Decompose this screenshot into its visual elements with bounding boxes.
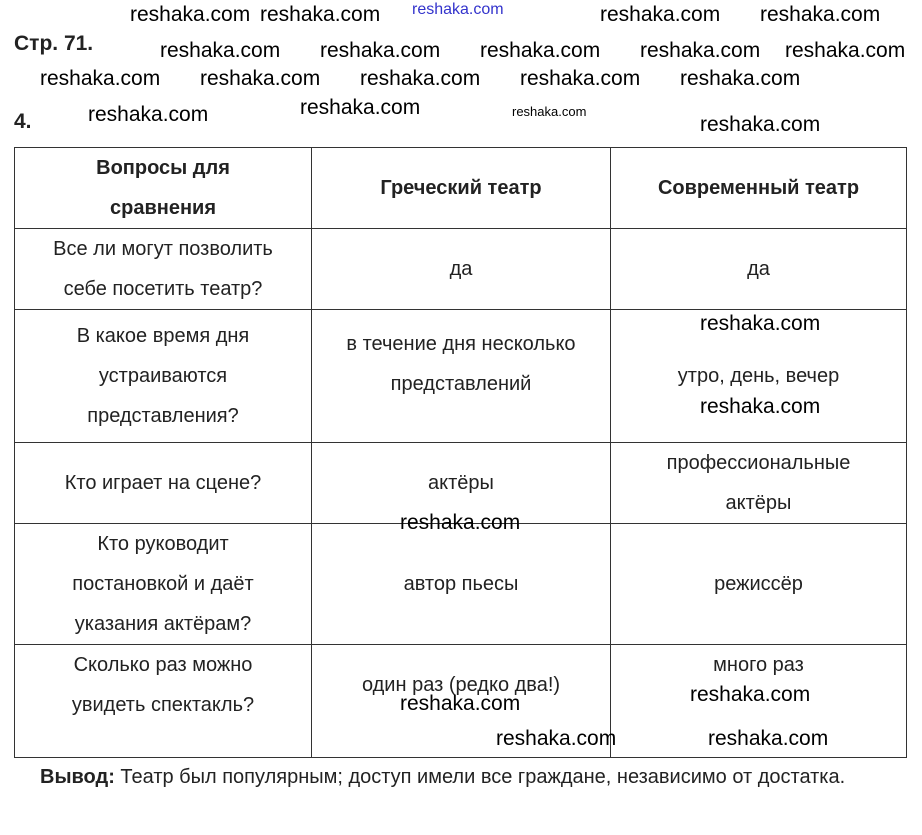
- question-cell: [15, 310, 312, 443]
- header-modern: [611, 148, 907, 229]
- conclusion-label: Вывод:: [40, 766, 115, 788]
- cell-text: да: [449, 258, 473, 280]
- watermark: reshaka.com: [160, 39, 281, 62]
- watermark: reshaka.com: [700, 113, 821, 136]
- watermark: reshaka.com: [640, 39, 761, 62]
- conclusion: [14, 757, 906, 797]
- watermark: reshaka.com: [400, 511, 521, 534]
- cell-text: постановкой и даёт: [72, 573, 254, 595]
- cell-text: Кто играет на сцене?: [64, 472, 262, 494]
- cell-text: утро, день, вечер: [677, 365, 840, 387]
- question-cell: [15, 645, 312, 758]
- task-number: 4.: [14, 110, 32, 133]
- watermark: reshaka.com: [690, 683, 811, 706]
- table-row: [15, 524, 907, 645]
- watermark: reshaka.com: [400, 692, 521, 715]
- watermark: reshaka.com: [512, 104, 587, 119]
- watermark: reshaka.com: [680, 67, 801, 90]
- watermark: reshaka.com: [700, 395, 821, 418]
- cell-text: в течение дня несколько: [346, 333, 576, 355]
- header-questions: [15, 148, 312, 229]
- cell-text: Кто руководит: [97, 533, 229, 555]
- watermark: reshaka.com: [600, 3, 721, 26]
- question-cell: [15, 524, 312, 645]
- cell-text: себе посетить театр?: [63, 278, 263, 300]
- cell-text: актёры: [725, 492, 792, 514]
- watermark: reshaka.com: [760, 3, 881, 26]
- modern-cell: [611, 524, 907, 645]
- watermark: reshaka.com: [412, 1, 504, 18]
- page-label: Стр. 71.: [14, 32, 94, 55]
- watermark: reshaka.com: [200, 67, 321, 90]
- cell-text: профессиональные: [666, 452, 851, 474]
- watermark: reshaka.com: [360, 67, 481, 90]
- cell-text: много раз: [713, 654, 804, 676]
- cell-text: Сколько раз можно: [73, 654, 253, 676]
- greek-cell: [312, 310, 611, 443]
- watermark: reshaka.com: [40, 67, 161, 90]
- table-header-row: [15, 148, 907, 229]
- cell-text: указания актёрам?: [74, 613, 252, 635]
- cell-text: автор пьесы: [403, 573, 519, 595]
- watermark: reshaka.com: [320, 39, 441, 62]
- header-greek: [312, 148, 611, 229]
- question-cell: [15, 229, 312, 310]
- watermark: reshaka.com: [708, 727, 829, 750]
- watermark: reshaka.com: [496, 727, 617, 750]
- watermark: reshaka.com: [300, 96, 421, 119]
- conclusion-text: Театр был популярным; доступ имели все граждане, независимо от достатка.: [114, 766, 846, 788]
- cell-text: увидеть спектакль?: [71, 694, 255, 716]
- watermark: reshaka.com: [520, 67, 641, 90]
- watermark: reshaka.com: [785, 39, 906, 62]
- cell-text: актёры: [428, 472, 494, 494]
- cell-text: один раз (редко два!): [361, 674, 561, 696]
- header-text: Вопросы для: [96, 157, 230, 179]
- table-row: [15, 229, 907, 310]
- header-text: Современный театр: [657, 177, 860, 199]
- header-text: Греческий театр: [380, 177, 542, 199]
- cell-text: устраиваются: [98, 365, 228, 387]
- cell-text: представления?: [87, 405, 239, 427]
- watermark: reshaka.com: [88, 103, 209, 126]
- cell-text: Все ли могут позволить: [53, 238, 273, 260]
- modern-cell: [611, 443, 907, 524]
- cell-text: да: [747, 258, 770, 280]
- greek-cell: [312, 229, 611, 310]
- comparison-table: [14, 147, 907, 758]
- cell-text: В какое время дня: [76, 325, 250, 347]
- header-text: сравнения: [109, 197, 216, 219]
- watermark: reshaka.com: [480, 39, 601, 62]
- question-cell: [15, 443, 312, 524]
- cell-text: представлений: [390, 373, 532, 395]
- cell-text: режиссёр: [714, 573, 803, 595]
- modern-cell: [611, 229, 907, 310]
- watermark: reshaka.com: [260, 3, 381, 26]
- watermark: reshaka.com: [700, 312, 821, 335]
- watermark: reshaka.com: [130, 3, 251, 26]
- greek-cell: [312, 524, 611, 645]
